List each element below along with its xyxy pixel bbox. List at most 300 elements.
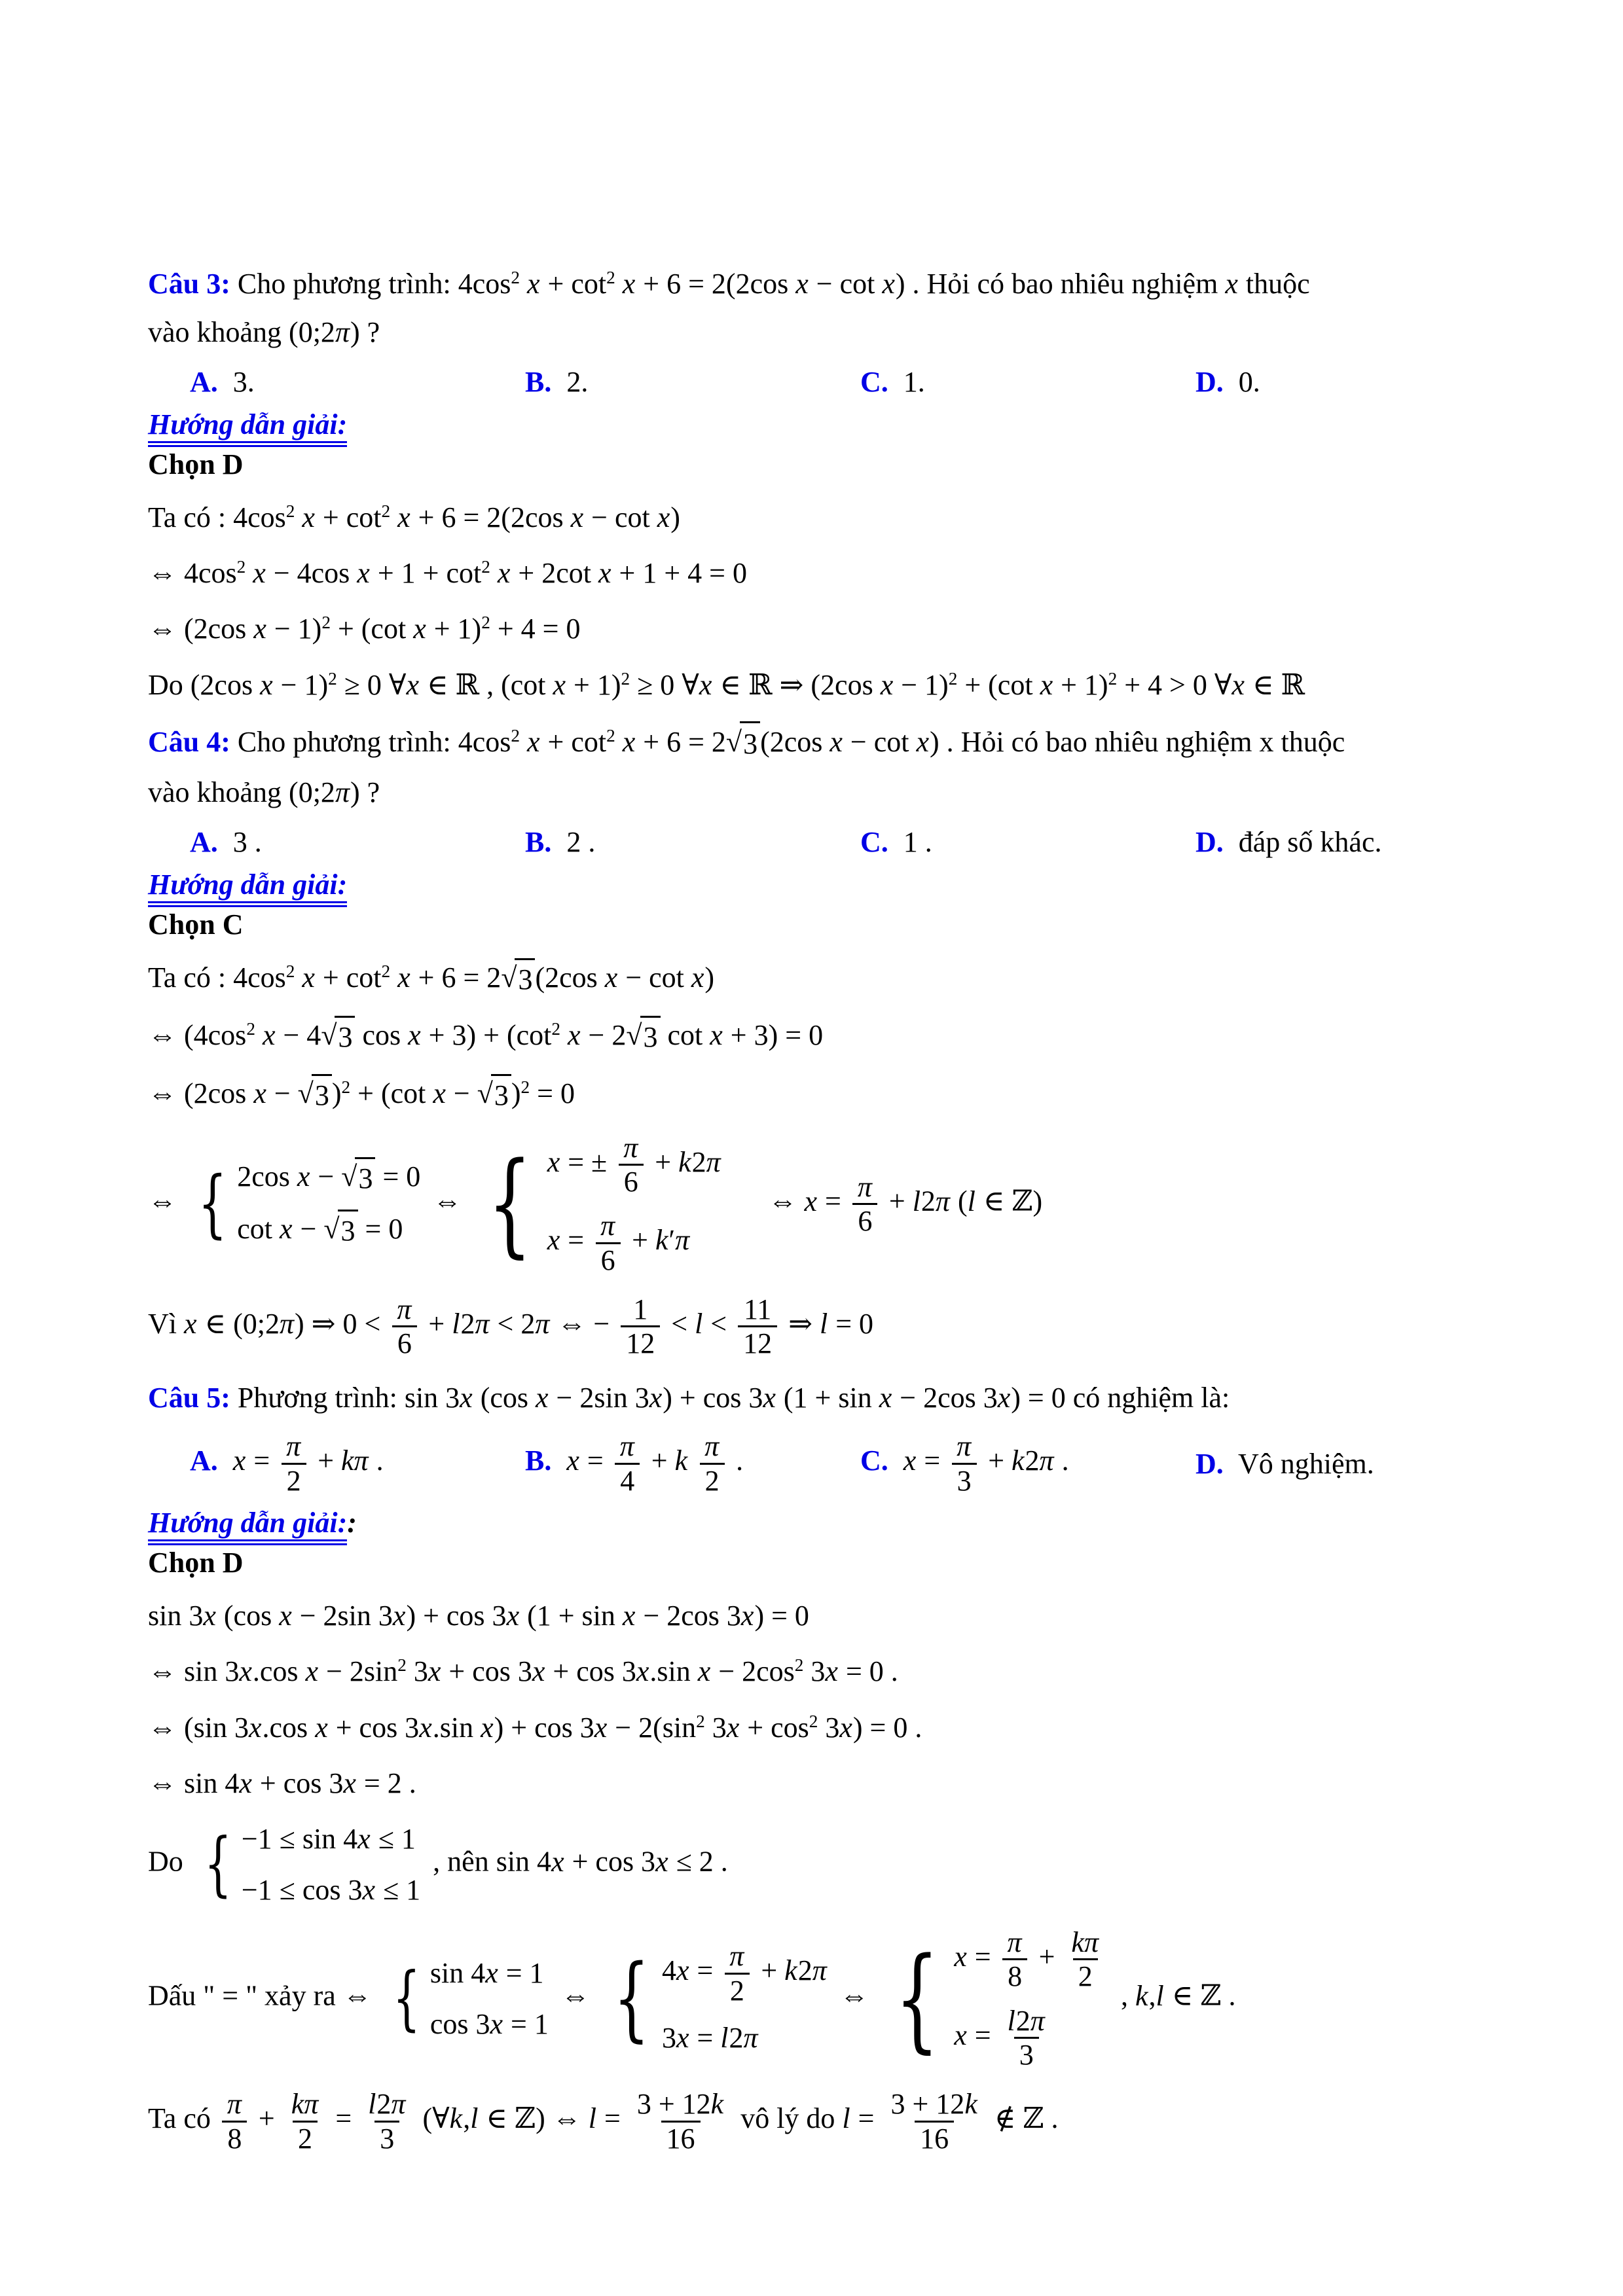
math-variable: x — [825, 1655, 838, 1688]
answer-options — [148, 1430, 1483, 1497]
fraction-numerator — [392, 1293, 417, 1325]
square-root — [477, 1074, 511, 1115]
answer-option-D: D. Vô nghiệm. — [1195, 1447, 1374, 1480]
math-variable: x — [536, 1381, 549, 1414]
fraction-denominator: 3 — [952, 1463, 977, 1497]
superscript: 2 — [606, 726, 615, 746]
system-rows — [237, 1157, 420, 1251]
math-variable: k — [1012, 1444, 1025, 1477]
superscript: 2 — [948, 668, 958, 689]
fraction-denominator: 2 — [700, 1463, 725, 1497]
math-variable: x — [280, 1213, 293, 1246]
option-letter: C. — [860, 365, 888, 398]
option-letter: A. — [190, 825, 218, 858]
radicand: 3 — [740, 721, 760, 765]
superscript: 2 — [481, 613, 490, 633]
fraction — [286, 2088, 325, 2155]
fraction-denominator: 8 — [1002, 1958, 1027, 1992]
fraction-denominator: 3 — [1014, 2037, 1039, 2071]
fraction-denominator: 3 — [374, 2121, 399, 2155]
fraction — [621, 1293, 660, 1360]
math-variable: x — [954, 1941, 967, 1973]
radicand: 3 — [491, 1074, 511, 1115]
math-variable: x — [880, 668, 894, 701]
question-stem: Câu 5: Phương trình: sin 3x (cos x − 2sin 3x) + cos 3x (1 + sin x − 2cos 3x) = 0 có nghiệm là: — [148, 1381, 1230, 1414]
fraction — [615, 1430, 640, 1497]
left-brace-icon: { — [488, 1138, 532, 1270]
fraction-denominator: 6 — [852, 1203, 877, 1237]
answer-option-A: A. 3 . — [190, 825, 262, 858]
solution-line: ⇔ (sin 3x.cos x + cos 3x.sin $x) + \cos 3x - 2(\sin^2$ $3x + \cos^2 3x) = 0$ . — [148, 1711, 922, 1744]
math-variable: l — [1156, 1979, 1164, 2012]
math-variable: x — [839, 1711, 852, 1744]
fraction-denominator: 6 — [392, 1325, 417, 1359]
math-variable: π — [706, 1145, 721, 1178]
math-variable: x — [343, 1767, 356, 1800]
fraction-numerator — [615, 1430, 640, 1462]
radicand: 3 — [515, 958, 535, 999]
math-variable: x — [903, 1444, 917, 1477]
math-variable: π — [335, 315, 350, 348]
math-variable: π — [535, 1307, 550, 1340]
fraction — [724, 1940, 750, 2007]
math-variable: π — [335, 776, 350, 808]
math-variable: x — [636, 1655, 649, 1688]
math-variable: x — [490, 2007, 503, 2040]
math-variable: x — [419, 1711, 432, 1744]
solution-guide-line — [148, 408, 1483, 441]
fraction — [738, 1293, 777, 1360]
radical-sign-icon: √ — [626, 1019, 642, 1052]
superscript: 2 — [511, 726, 520, 746]
square-root — [501, 958, 535, 999]
math-variable: l — [588, 2102, 596, 2135]
system-rows — [547, 1132, 721, 1276]
math-variable: x — [547, 1224, 560, 1257]
superscript: 2 — [1108, 668, 1118, 689]
fraction — [1002, 2005, 1051, 2072]
math-variable: x — [1231, 668, 1245, 701]
math-variable: x — [594, 1711, 608, 1744]
math-variable: π — [1039, 1444, 1054, 1477]
square-root — [298, 1074, 332, 1115]
math-variable: π — [812, 1954, 827, 1987]
math-variable: x — [481, 1711, 494, 1744]
math-variable: x — [357, 556, 370, 589]
fraction — [852, 1171, 878, 1238]
system-rows — [430, 1954, 549, 2043]
equation-system — [881, 1926, 1108, 2071]
math-variable: x — [357, 1823, 371, 1856]
square-root — [626, 1016, 660, 1056]
math-variable: l — [842, 2102, 850, 2135]
math-variable: l — [720, 2021, 729, 2054]
equation-system — [189, 1157, 420, 1251]
math-variable: π — [619, 1430, 634, 1463]
solution-line: Ta có : $4\cos^2$ $x + \cot^2 x + 6 = 2(2\cos$ x − cot x) — [148, 501, 680, 533]
math-variable: x — [1225, 268, 1238, 300]
math-variable: l — [820, 1307, 828, 1340]
fraction — [618, 1132, 644, 1198]
solution-guide-line — [148, 1506, 1483, 1539]
solution-line: sin 3x (cos x − 2sin 3x) + cos 3x (1 + sin x − 2cos 3x) = 0 — [148, 1599, 809, 1632]
math-variable: x — [532, 1655, 545, 1688]
equation-system — [602, 1940, 828, 2057]
chosen-answer: Chọn D — [148, 448, 244, 480]
fraction-numerator — [852, 1171, 878, 1203]
superscript: 2 — [621, 668, 630, 689]
option-letter: A. — [190, 365, 218, 398]
math-variable: x — [879, 1381, 892, 1414]
fraction-numerator — [286, 2088, 325, 2120]
option-letter: A. — [190, 1444, 218, 1477]
option-letter: D. — [1195, 1447, 1224, 1480]
answer-option-B: B. x = $\frac{\pi}{4}$ + k $\frac{\pi}{2}$ . — [525, 1430, 744, 1497]
system-row: x = ± $\frac{\pi}{6}$ + k2π — [547, 1131, 721, 1198]
left-brace-icon: { — [894, 1932, 939, 2064]
math-variable: k — [674, 1444, 688, 1477]
fraction-numerator: l2π — [368, 2088, 406, 2121]
fraction-numerator — [281, 1430, 306, 1462]
superscript: 2 — [606, 268, 615, 287]
math-variable: x — [302, 961, 315, 994]
math-variable: π — [1007, 1926, 1022, 1959]
fraction — [632, 2088, 729, 2155]
system-row: −1 ≤ sin 4x ≤ 1 — [241, 1823, 416, 1856]
fraction-denominator: 2 — [282, 1463, 306, 1497]
solution-line: Do (2cos x − 1)$^2$ ≥ 0 ∀x ∈ ℝ , (cot x + 1)$^2$ ≥ 0 ∀x ∈ ℝ ⇒ (2cos x − 1)$^2$ + (cot x + 1)$^2$ + 4 > 0 ∀x ∈ ℝ — [148, 668, 1305, 701]
math-variable: x — [570, 501, 584, 533]
math-variable: k — [784, 1954, 797, 1987]
question-label: Câu 5: — [148, 1381, 230, 1414]
superscript: 2 — [236, 556, 246, 577]
solution-line: Do { −1 ≤ sin 4x ≤ 1 −1 ≤ cos 3x ≤ 1 , nên sin 4x + cos 3x ≤ 2 . — [148, 1820, 1483, 1909]
math-variable: l — [695, 1307, 703, 1340]
math-variable: x — [253, 613, 266, 645]
math-variable: x — [1040, 668, 1053, 701]
solution-line: Vì x ∈ (0;2π) ⇒ 0 < $\frac{\pi}{6}$ + l2π < 2π ⇔ − $\frac{1}{12}$ < l < $\frac{11}{12}$ ⇒ l = 0 — [148, 1293, 874, 1360]
fraction-numerator — [595, 1210, 621, 1242]
fraction — [1066, 1926, 1104, 1993]
superscript: 2 — [551, 1019, 560, 1039]
math-variable: x — [527, 726, 540, 759]
option-letter: C. — [860, 825, 888, 858]
answer-options — [148, 825, 1483, 859]
fraction-denominator: 6 — [596, 1242, 621, 1276]
math-variable: x — [279, 1599, 292, 1632]
math-variable: π — [397, 1293, 412, 1325]
solution-line: Ta có $\frac{\pi}{8}$ + $\frac{k\pi}{2}$ = $\frac{l2\pi}{3}$ (∀k,l ∈ ℤ) ⇔ l = $\frac{3 + 12k}{16}$ vô lý do l = $\frac{3 + 12k}{16}$ ∉ ℤ . — [148, 2088, 1059, 2155]
fraction-numerator: l2π — [1007, 2004, 1045, 2037]
question-label: Câu 4: — [148, 726, 230, 759]
system-row: −1 ≤ cos 3x ≤ 1 — [241, 1873, 421, 1906]
math-variable: x — [203, 1599, 216, 1632]
math-variable: l — [452, 1307, 460, 1340]
math-variable: k — [449, 2102, 463, 2135]
math-variable: x — [566, 1444, 579, 1477]
math-variable: π — [1030, 2004, 1045, 2037]
solution-line: ⇔ sin 4x + cos 3x = 2 . — [148, 1767, 416, 1800]
math-variable: k — [964, 2088, 977, 2121]
math-variable: l — [912, 1185, 921, 1217]
math-variable: x — [262, 1019, 276, 1052]
math-variable: x — [547, 1145, 560, 1178]
fraction-numerator: 3 + 12k — [890, 2088, 977, 2121]
system-rows — [954, 1926, 1108, 2071]
math-variable: x — [804, 1185, 817, 1217]
option-letter: B. — [525, 825, 552, 858]
math-variable: x — [622, 268, 636, 300]
stem-continuation: vào khoảng (0;2π) ? — [148, 776, 380, 808]
option-letter: D. — [1195, 365, 1224, 398]
answer-option-B: B. 2. — [525, 365, 589, 398]
fraction-denominator: 6 — [619, 1164, 644, 1198]
fraction-numerator — [951, 1430, 977, 1462]
solution-line: ⇔ $4\cos^2$ x − 4cos $x + 1 + \cot^2 x + 2\cot$ x + 1 + 4 = 0 — [148, 556, 747, 589]
math-variable: x — [297, 1160, 310, 1193]
solution-line: ⇔ { 2cos x − √ 3 = 0 cot x − √ 3 = 0 ⇔ { x = ± $\frac{\pi}{6}$ + k2π x = $\frac{\pi}{6}$ + k′π ⇔ x = $\frac{\pi}{6}$ + l2π (l ∈ ℤ) — [148, 1131, 1043, 1276]
math-variable: x — [830, 726, 843, 759]
system-row: x = $\frac{\pi}{8}$ + $\frac{k\pi}{2}$ — [954, 1926, 1108, 1993]
answer-option-A: A. x = $\frac{\pi}{2}$ + kπ . — [190, 1430, 384, 1497]
answer-option-B: B. 2 . — [525, 825, 596, 858]
answer-options — [148, 365, 1483, 399]
fraction-numerator — [724, 1940, 750, 1972]
math-variable: kπ — [1071, 1926, 1099, 1959]
fraction — [699, 1430, 725, 1497]
math-variable: x — [392, 1599, 406, 1632]
math-variable: x — [506, 1599, 520, 1632]
superscript: 2 — [285, 501, 295, 521]
fraction-numerator: 11 — [743, 1293, 772, 1325]
superscript: 2 — [511, 268, 520, 287]
math-variable: x — [253, 556, 266, 589]
math-variable: x — [567, 1019, 581, 1052]
superscript: 2 — [481, 556, 490, 577]
system-row: cot x − √ 3 = 0 — [237, 1210, 403, 1250]
answer-option-C: C. 1. — [860, 365, 925, 398]
fraction-denominator: 12 — [621, 1325, 660, 1359]
math-variable: x — [676, 1954, 689, 1987]
math-variable: x — [305, 1655, 319, 1688]
superscript: 2 — [520, 1077, 530, 1097]
fraction-denominator: 16 — [661, 2121, 701, 2155]
question-stem: Câu 4: Cho phương trình: $4\cos^2$ $x + \cot^2 x + 6 = 2$ √ 3 (2cos x − cot x) . Hỏi có bao nhiêu nghiệm x thuộc — [148, 721, 1483, 765]
equation-system — [196, 1820, 420, 1909]
fraction-denominator: 2 — [725, 1973, 750, 2007]
superscript: 2 — [809, 1711, 818, 1731]
left-brace-icon: { — [392, 1958, 420, 2039]
math-variable: x — [740, 1599, 754, 1632]
math-variable: x — [657, 501, 670, 533]
option-letter: B. — [525, 1444, 552, 1477]
math-variable: x — [433, 1077, 446, 1109]
radical-sign-icon: √ — [323, 1213, 340, 1246]
math-variable: k — [710, 2088, 724, 2121]
superscript: 2 — [381, 501, 391, 521]
math-variable: x — [302, 501, 315, 533]
left-brace-icon: { — [198, 1161, 227, 1247]
solution-line: ⇔ sin 3x.cos $x - 2\sin^2$ 3x + cos 3x + cos 3x.sin $x - 2\cos^2$ 3x = 0 . — [148, 1655, 898, 1688]
math-variable: l — [368, 2088, 376, 2121]
math-variable: π — [600, 1210, 615, 1242]
solution-guide-heading: Hướng dẫn giải: — [148, 408, 347, 447]
radical-sign-icon: √ — [341, 1160, 357, 1193]
math-variable: x — [362, 1873, 376, 1906]
answer-option-C: C. x = $\frac{\pi}{3}$ + k2π . — [860, 1430, 1069, 1497]
answer-option-D: D. 0. — [1195, 365, 1260, 398]
math-variable: x — [997, 1381, 1011, 1414]
fraction-numerator — [222, 2088, 247, 2120]
solution-line: ⇔ (2cos x − √ 3 )$^2$ + (cot x − √ 3 )$^2$ = 0 — [148, 1074, 1483, 1115]
fraction — [1002, 1926, 1028, 1993]
superscript: 2 — [696, 1711, 705, 1731]
system-rows — [242, 1820, 420, 1909]
fraction — [363, 2088, 411, 2155]
math-variable: x — [239, 1655, 252, 1688]
math-variable: x — [253, 1077, 266, 1109]
math-variable: π — [286, 1430, 301, 1463]
math-variable: x — [676, 2021, 689, 2054]
superscript: 2 — [328, 668, 337, 689]
math-variable: π — [675, 1224, 690, 1257]
system-row: cos 3x = 1 — [429, 2007, 549, 2040]
math-variable: π — [227, 2088, 242, 2121]
system-row: sin 4x = 1 — [429, 1957, 544, 1990]
equation-system — [384, 1954, 549, 2043]
math-variable: π — [391, 2088, 406, 2121]
option-letter: B. — [525, 365, 552, 398]
fraction-denominator: 2 — [1073, 1958, 1098, 1992]
fraction-numerator: 1 — [633, 1293, 648, 1325]
math-variable: x — [406, 668, 419, 701]
math-variable: x — [726, 1711, 740, 1744]
system-row: 4x = $\frac{\pi}{2}$ + k2π — [661, 1940, 827, 2007]
math-variable: x — [553, 668, 566, 701]
option-letter: C. — [860, 1444, 888, 1477]
math-variable: x — [655, 1845, 668, 1878]
left-brace-icon: { — [613, 1945, 650, 2052]
math-variable: x — [527, 268, 540, 300]
stem-continuation: vào khoảng (0;2π) ? — [148, 315, 380, 348]
math-variable: x — [249, 1711, 262, 1744]
fraction — [281, 1430, 306, 1497]
solution-line: ⇔ ($4\cos^2$ x − 4 √ 3 $\cos x + 3) + (\cot^2$ x − 2 √ 3 cot x + 3) = 0 — [148, 1016, 1483, 1056]
answer-option-D: D. đáp số khác. — [1195, 825, 1382, 858]
math-variable: π — [475, 1307, 490, 1340]
math-variable: x — [604, 961, 618, 994]
fraction-denominator: 8 — [222, 2121, 247, 2155]
radicand: 3 — [335, 1016, 355, 1056]
math-variable: x — [397, 501, 410, 533]
math-variable: x — [184, 1307, 197, 1340]
superscript: 2 — [397, 1655, 407, 1676]
radical-sign-icon: √ — [297, 1077, 314, 1109]
system-row: x = $\frac{l2\pi}{3}$ — [954, 2005, 1055, 2072]
math-variable: π — [935, 1185, 950, 1217]
math-variable: k — [655, 1224, 668, 1257]
math-variable: x — [497, 556, 511, 589]
answer-option-A: A. 3. — [190, 365, 255, 398]
math-variable: π — [729, 1940, 744, 1973]
superscript: 2 — [285, 961, 295, 981]
math-variable: x — [413, 613, 426, 645]
math-variable: x — [232, 1444, 246, 1477]
radicand: 3 — [338, 1210, 358, 1250]
math-variable: x — [622, 726, 636, 759]
radicand: 3 — [312, 1074, 332, 1115]
radical-sign-icon: √ — [725, 726, 742, 759]
system-row: 2cos x − √ 3 = 0 — [237, 1157, 420, 1198]
chosen-answer: Chọn D — [148, 1546, 244, 1579]
system-row: 3x = l2π — [661, 2021, 758, 2054]
math-variable: l — [470, 2102, 479, 2135]
guide-suffix: : — [347, 1506, 357, 1539]
fraction — [222, 2088, 247, 2155]
solution-guide-heading: Hướng dẫn giải: — [148, 1507, 347, 1545]
superscript: 2 — [321, 613, 331, 633]
math-variable: x — [551, 1845, 564, 1878]
math-variable: x — [598, 556, 611, 589]
square-root — [321, 1016, 355, 1056]
square-root — [323, 1210, 357, 1250]
superscript: 2 — [794, 1655, 804, 1676]
math-variable: x — [315, 1711, 328, 1744]
solution-line: Ta có : $4\cos^2$ $x + \cot^2 x + 6 = 2$ √ 3 (2cos x − cot x) — [148, 958, 1483, 999]
math-variable: x — [954, 2018, 967, 2051]
system-rows — [662, 1940, 828, 2057]
fraction — [392, 1293, 417, 1360]
math-variable: π — [743, 2021, 758, 2054]
fraction-numerator — [1002, 1926, 1028, 1958]
math-variable: π — [623, 1131, 638, 1164]
fraction — [885, 2088, 983, 2155]
radical-sign-icon: √ — [477, 1077, 493, 1109]
math-variable: π — [279, 1307, 295, 1340]
square-root — [341, 1157, 375, 1198]
math-variable: π — [857, 1170, 872, 1203]
solution-guide-heading: Hướng dẫn giải: — [148, 869, 347, 907]
math-variable: k — [1135, 1979, 1148, 2012]
math-variable: kπ — [291, 2088, 319, 2121]
math-variable: x — [260, 668, 273, 701]
fraction-numerator — [618, 1132, 644, 1164]
math-variable: x — [408, 1019, 421, 1052]
math-variable: k — [678, 1145, 691, 1178]
fraction-numerator — [699, 1430, 725, 1462]
answer-option-C: C. 1 . — [860, 825, 932, 858]
math-variable: π — [957, 1430, 972, 1463]
superscript: 2 — [341, 1077, 351, 1097]
option-letter: D. — [1195, 825, 1224, 858]
fraction-numerator: 3 + 12k — [636, 2088, 724, 2121]
square-root — [726, 721, 760, 765]
math-variable: x — [428, 1655, 441, 1688]
math-variable: x — [710, 1019, 723, 1052]
math-variable: x — [649, 1381, 663, 1414]
fraction-denominator: 4 — [615, 1463, 640, 1497]
question-label: Câu 3: — [148, 268, 230, 300]
left-brace-icon: { — [204, 1823, 232, 1905]
math-variable: x — [699, 668, 712, 701]
math-variable: x — [622, 1599, 636, 1632]
math-variable: x — [916, 726, 930, 759]
fraction — [951, 1430, 977, 1497]
math-variable: x — [460, 1381, 473, 1414]
math-variable: x — [763, 1381, 776, 1414]
solution-guide-line — [148, 868, 1483, 901]
math-variable: l — [1007, 2004, 1015, 2037]
